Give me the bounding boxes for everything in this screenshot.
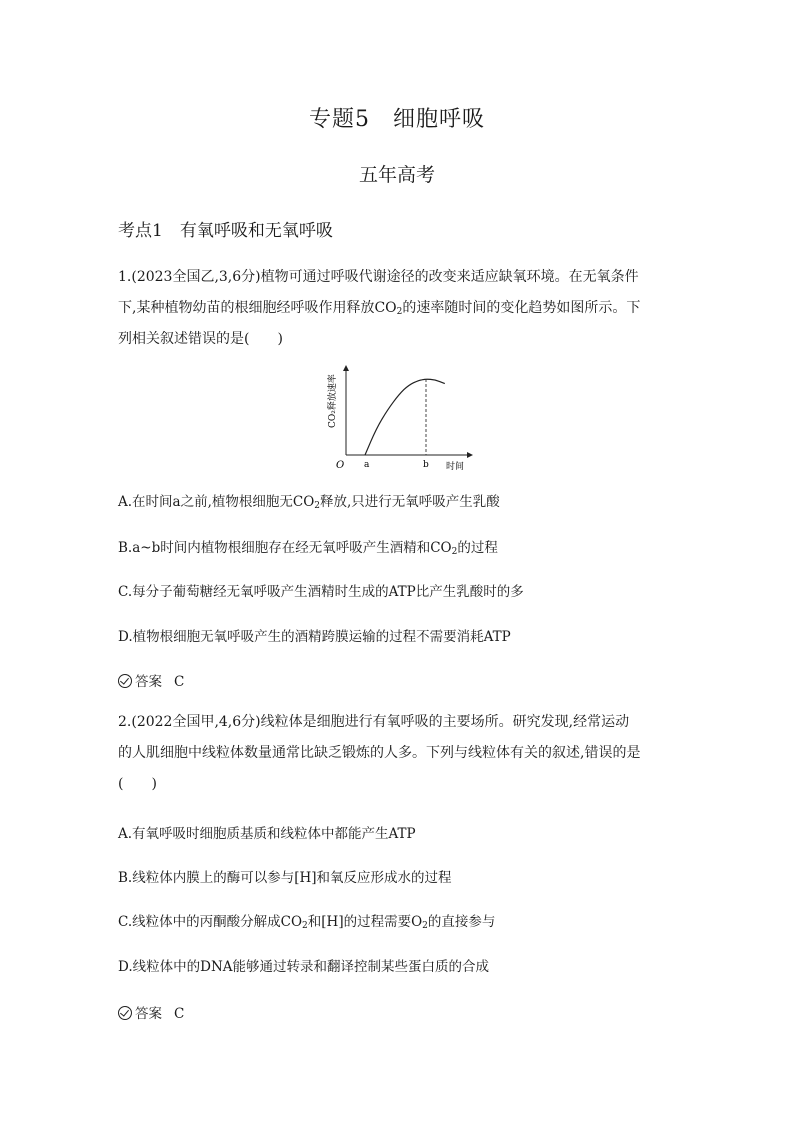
- q2-stem: [118, 707, 678, 800]
- q2-stem-line1: 2.(2022全国甲,4,6分)线粒体是细胞进行有氧呼吸的主要场所。研究发现,经常运动: [118, 714, 630, 730]
- page-subtitle: 五年高考: [358, 164, 435, 186]
- q1-option-b: B.a~b时间内植物根细胞存在经无氧呼吸产生酒精和$CO_2$的过程: [118, 540, 498, 557]
- page-title: 专题5 细胞呼吸: [309, 107, 485, 132]
- q1-option-a: A.在时间a之前,植物根细胞无$CO_2$释放,只进行无氧呼吸产生乳酸: [118, 494, 500, 511]
- checkmark-icon: [118, 1006, 132, 1020]
- q1-option-c: C.每分子葡萄糖经无氧呼吸产生酒精时生成的ATP比产生乳酸时的多: [118, 584, 524, 600]
- q1-chart: [320, 360, 480, 475]
- q2-option-a: A.有氧呼吸时细胞质基质和线粒体中都能产生ATP: [118, 826, 416, 842]
- q2-answer: 答案 C: [118, 1002, 184, 1022]
- q1-stem-line1: 1.(2023全国乙,3,6分)植物可通过呼吸代谢途径的改变来适应缺氧环境。在无氧条件: [118, 269, 639, 285]
- origin-label: O: [336, 460, 345, 471]
- checkmark-icon: [118, 674, 132, 688]
- q2-option-b: B.线粒体内膜上的酶可以参与[H]和氧反应形成水的过程: [118, 870, 452, 886]
- x-axis-label: 时间: [446, 462, 465, 472]
- q1-stem-line2: 下,某种植物幼苗的根细胞经呼吸作用释放$CO_2$的速率随时间的变化趋势如图所示。下: [118, 300, 641, 317]
- tick-label-a: a: [364, 460, 370, 470]
- q1-answer: 答案 C: [118, 670, 184, 690]
- co2-release-curve: [365, 379, 445, 455]
- tick-label-b: b: [423, 460, 429, 470]
- q2-stem-line2: 的人肌细胞中线粒体数量通常比缺乏锻炼的人多。下列与线粒体有关的叙述,错误的是: [118, 745, 641, 761]
- q2-stem-line3: ( ): [118, 776, 157, 792]
- q1-stem-line3: 列相关叙述错误的是( ): [118, 331, 283, 347]
- section-heading: 考点1 有氧呼吸和无氧呼吸: [118, 221, 333, 241]
- q1-stem: [118, 262, 678, 355]
- q2-option-c: C.线粒体中的丙酮酸分解成$CO_2$和[H]的过程需要$O_2$的直接参与: [118, 914, 496, 931]
- q2-option-d: D.线粒体中的DNA能够通过转录和翻译控制某些蛋白质的合成: [118, 959, 490, 975]
- y-axis-label: CO₂释放速率: [328, 374, 338, 428]
- q1-option-d: D.植物根细胞无氧呼吸产生的酒精跨膜运输的过程不需要消耗ATP: [118, 629, 511, 645]
